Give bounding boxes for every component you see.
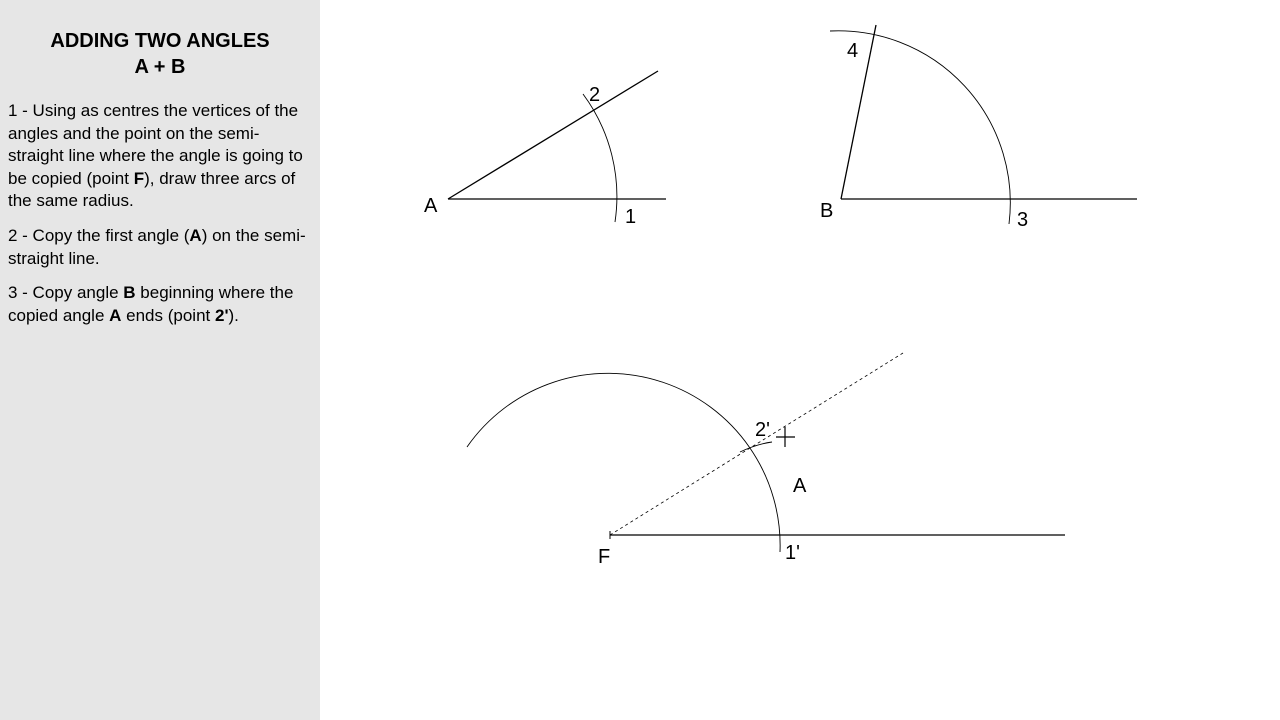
step-1-text: [8, 100, 314, 213]
label-point-2-prime: 2': [755, 419, 770, 441]
text-segment: 3 - Copy angle: [8, 283, 124, 302]
label-point-1: 1: [625, 206, 637, 228]
angle-a-figure: [424, 71, 666, 228]
construction-canvas: [320, 0, 1280, 720]
emphasis-text: F: [133, 168, 145, 188]
sum-construction-figure: [467, 353, 1065, 568]
label-vertex-a: A: [424, 195, 438, 217]
text-segment: ends (point: [121, 305, 215, 325]
page-title: [0, 28, 320, 80]
emphasis-text: 2': [214, 305, 229, 325]
text-segment: 2 - Copy the first angle (: [8, 226, 190, 245]
large-arc: [467, 373, 780, 552]
title-line-2: A + B: [134, 56, 186, 78]
label-vertex-b: B: [820, 200, 834, 222]
step-3-text: [8, 282, 314, 327]
emphasis-text: A: [189, 226, 202, 245]
text-segment: ) on the semi-straight line.: [8, 226, 306, 268]
text-segment: ).: [228, 305, 239, 325]
angle-a-arm-line: [448, 71, 658, 199]
angle-b-figure: [820, 25, 1137, 231]
label-vertex-f: F: [598, 546, 611, 568]
emphasis-text: B: [123, 283, 136, 302]
label-point-2: 2: [589, 84, 601, 106]
label-point-1-prime: 1': [785, 542, 800, 564]
text-segment: beginning where the copied angle: [8, 283, 294, 325]
small-arc-mark-2p: [740, 442, 772, 452]
step-2-text: [8, 225, 314, 270]
copied-angle-a-dashed-line: [610, 353, 903, 535]
emphasis-text: A: [109, 305, 122, 325]
text-segment: 1 - Using as centres the vertices of the angles and the point on the semi-straight line where the angle is going to be copied (point: [8, 101, 303, 188]
label-angle-a-copy: A: [793, 475, 807, 497]
label-point-4: 4: [847, 40, 859, 62]
title-line-1: ADDING TWO ANGLES: [50, 30, 270, 52]
instructions-panel: [0, 0, 320, 720]
label-point-3: 3: [1017, 209, 1029, 231]
text-segment: ), draw three arcs of the same radius.: [8, 168, 296, 210]
